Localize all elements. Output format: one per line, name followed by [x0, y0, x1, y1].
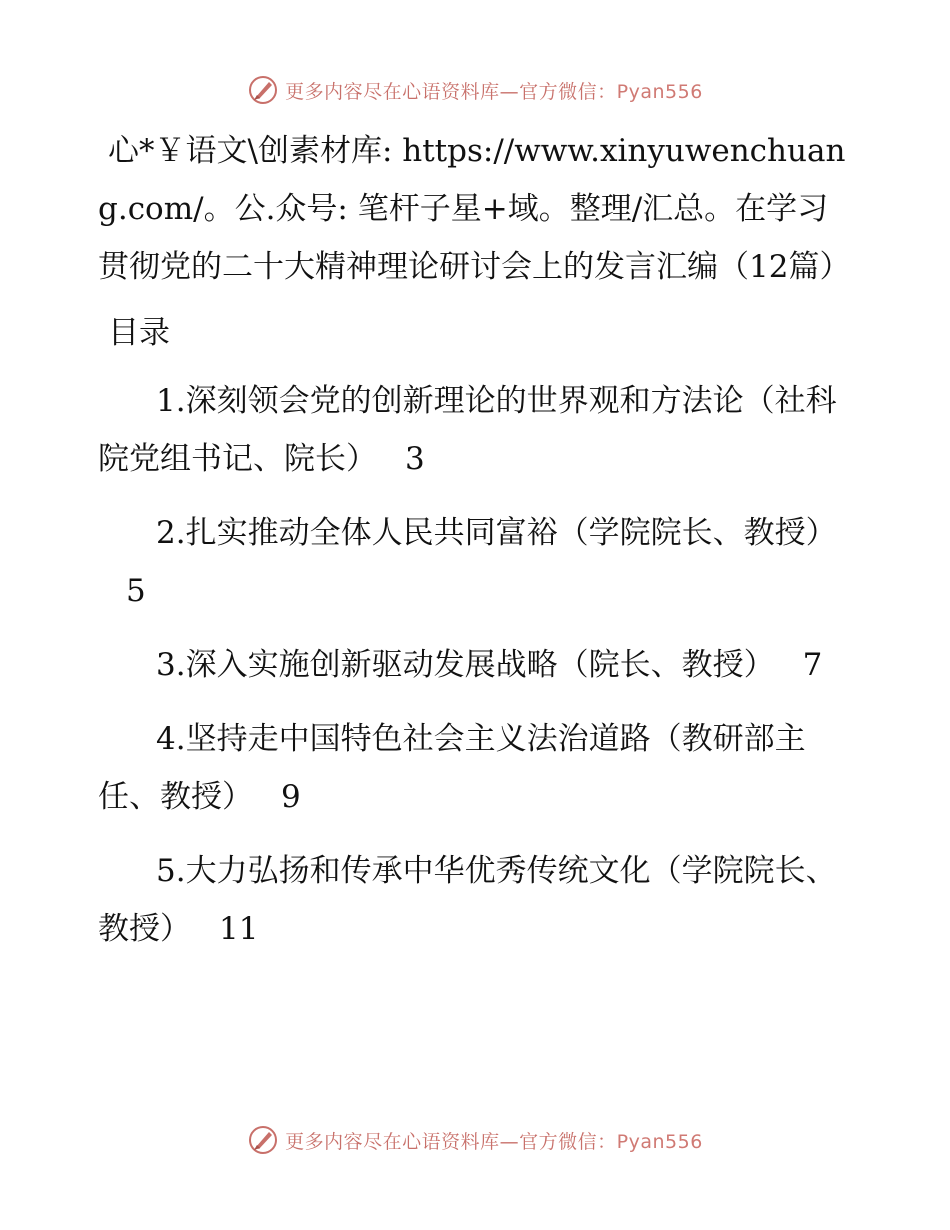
toc-item: [98, 636, 858, 694]
toc-title: 目录: [108, 315, 170, 351]
banner-wechat-handle: Pyan556: [616, 80, 703, 103]
banner-text: [285, 77, 703, 104]
toc-item-page: 9: [281, 779, 301, 815]
banner-text: [285, 1127, 703, 1154]
toc-item-label: 5.大力弘扬和传承中华优秀传统文化（学院院长、教授）: [98, 853, 837, 947]
banner-text-main: 更多内容尽在心语资料库—官方微信：: [285, 80, 617, 103]
toc-item-page: 11: [219, 911, 259, 947]
toc-item-label: 3.深入实施创新驱动发展战略（院长、教授）: [156, 647, 775, 683]
toc-item-label: 2.扎实推动全体人民共同富裕（学院院长、教授）: [156, 515, 837, 551]
toc-item: [98, 710, 858, 826]
footer-banner: [0, 1120, 950, 1160]
toc-item-label: 1.深刻领会党的创新理论的世界观和方法论（社科院党组书记、院长）: [98, 383, 837, 477]
toc-item-page: 7: [802, 647, 823, 683]
toc-item: [98, 504, 858, 620]
toc-item-page: 3: [405, 441, 425, 477]
header-banner: [0, 70, 950, 110]
banner-wechat-handle: Pyan556: [616, 1130, 703, 1153]
document-body: [98, 122, 858, 974]
quill-pen-icon: [247, 1124, 279, 1156]
toc-item: [98, 842, 858, 958]
quill-pen-icon: [247, 74, 279, 106]
toc-list: [98, 372, 858, 958]
toc-item-label: 4.坚持走中国特色社会主义法治道路（教研部主任、教授）: [98, 721, 806, 815]
banner-text-main: 更多内容尽在心语资料库—官方微信：: [285, 1130, 617, 1153]
intro-paragraph: 心*￥语文\创素材库: https://www.xinyuwenchuang.com/。公.众号: 笔杆子星+域。整理/汇总。在学习贯彻党的二十大精神理论研讨会上的发言汇编（12篇）: [98, 133, 851, 285]
toc-item: [98, 372, 858, 488]
toc-item-page: 5: [126, 573, 146, 609]
